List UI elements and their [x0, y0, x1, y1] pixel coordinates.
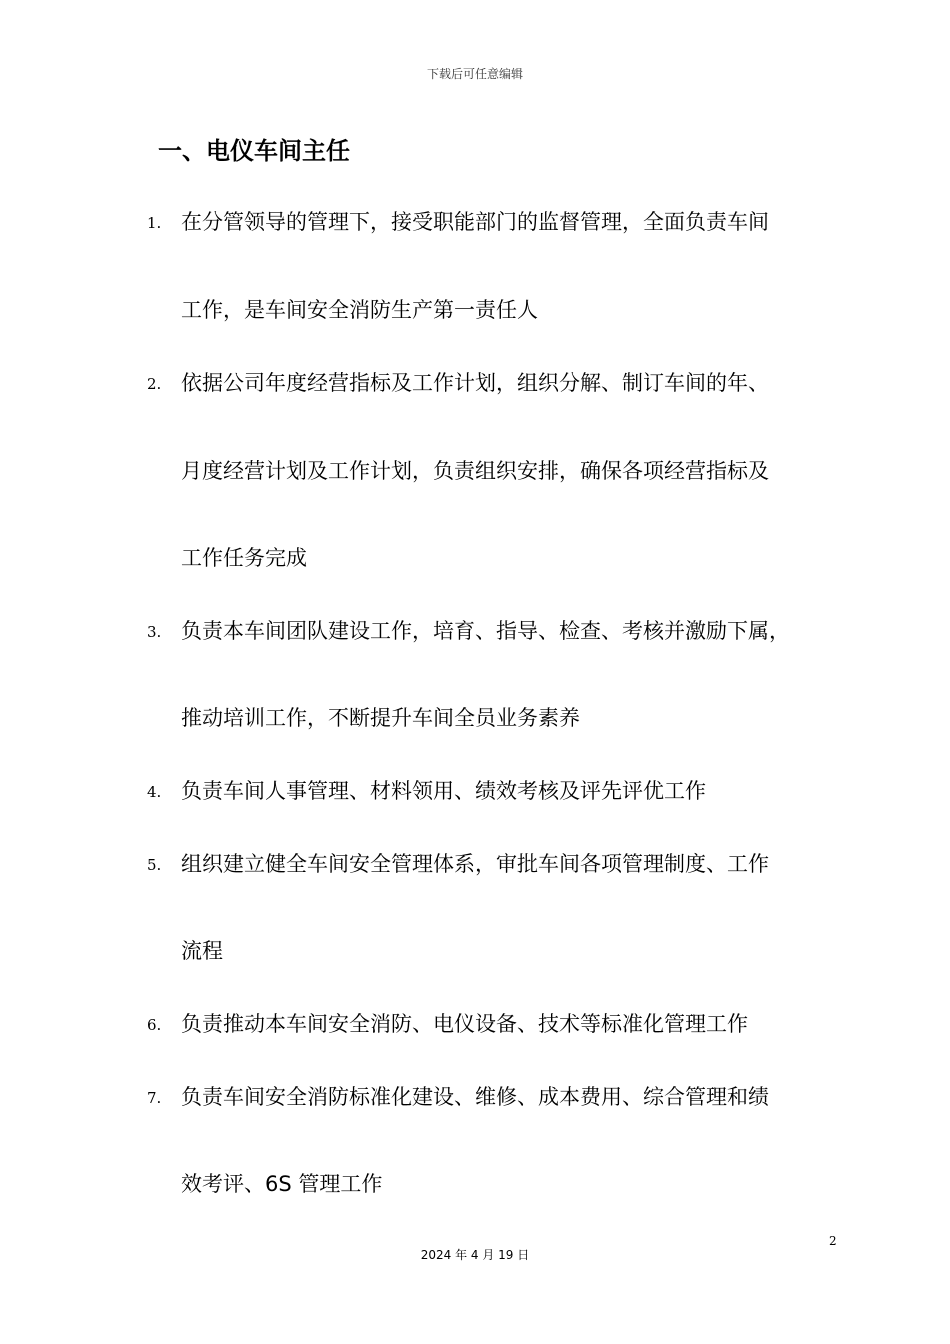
- list-item-number: 6.: [147, 1016, 162, 1034]
- list-item-number: 1.: [147, 214, 162, 232]
- list-item-text-line: 组织建立健全车间安全管理体系，审批车间各项管理制度、工作: [181, 852, 769, 876]
- list-item-text-line: 工作任务完成: [181, 546, 307, 570]
- list-item-text-line: 推动培训工作，不断提升车间全员业务素养: [181, 706, 580, 730]
- list-item-text-line: 在分管领导的管理下，接受职能部门的监督管理，全面负责车间: [181, 210, 769, 234]
- section-title: 一、电仪车间主任: [158, 137, 350, 165]
- list-item-text-line: 依据公司年度经营指标及工作计划，组织分解、制订车间的年、: [181, 371, 769, 395]
- list-item-text-line: 负责车间安全消防标准化建设、维修、成本费用、综合管理和绩: [181, 1085, 769, 1109]
- header-note: 下载后可任意编辑: [426, 67, 523, 81]
- list-item-text-line: 负责车间人事管理、材料领用、绩效考核及评先评优工作: [181, 779, 706, 803]
- page-number: 2: [829, 1234, 837, 1248]
- list-item-text-line: 负责本车间团队建设工作，培育、指导、检查、考核并激励下属，: [181, 619, 790, 643]
- footer-date: 2024 年 4 月 19 日: [420, 1248, 530, 1262]
- list-item-text-line: 流程: [181, 939, 223, 963]
- list-item-number: 5.: [147, 856, 162, 874]
- list-item-text-line: 负责推动本车间安全消防、电仪设备、技术等标准化管理工作: [181, 1012, 748, 1036]
- list-item-number: 7.: [147, 1089, 162, 1107]
- list-item-number: 4.: [147, 783, 162, 801]
- list-item-text-line: 效考评、6S 管理工作: [181, 1172, 383, 1196]
- list-item-number: 2.: [147, 375, 162, 393]
- list-item-number: 3.: [147, 623, 162, 641]
- list-item-text-line: 工作，是车间安全消防生产第一责任人: [181, 298, 538, 322]
- list-item-text-line: 月度经营计划及工作计划，负责组织安排，确保各项经营指标及: [181, 459, 769, 483]
